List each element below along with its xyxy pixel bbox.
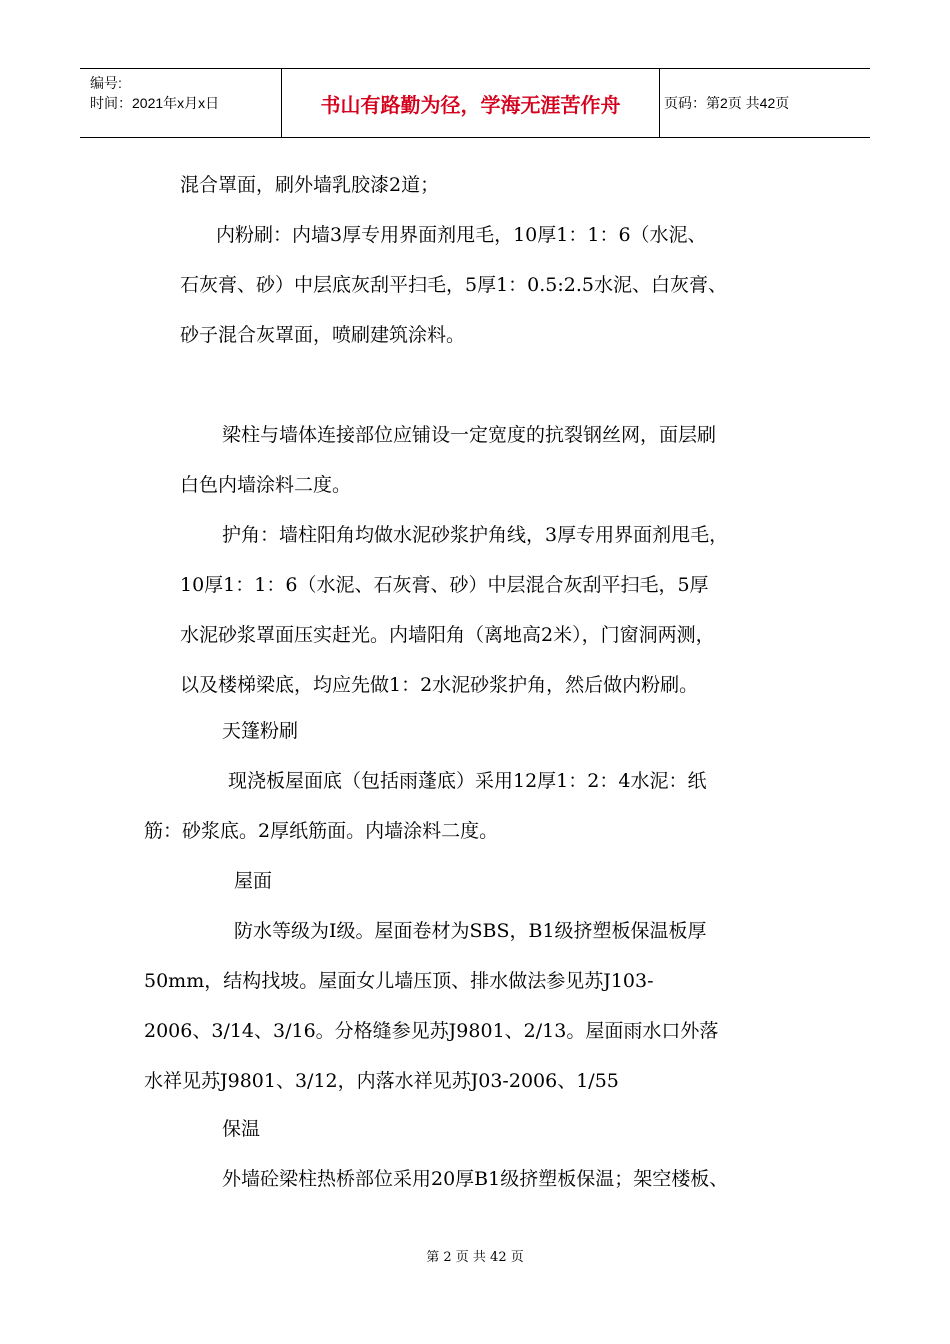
text-line: 筋：砂浆底。2厚纸筋面。内墙涂料二度。 [144,820,499,842]
page-footer: 第 2 页 共 42 页 [426,1250,524,1265]
section-heading: 天篷粉刷 [222,720,299,742]
header-meta [80,69,282,137]
text-line: 砂子混合灰罩面，喷刷建筑涂料。 [180,324,466,346]
text-line: 现浇板屋面底（包括雨蓬底）采用12厚1：2：4水泥：纸 [228,770,707,792]
text-line: 混合罩面，刷外墙乳胶漆2道； [180,174,440,196]
header-page-info: 页码：第2页 共42页 [664,95,790,111]
text-line: 以及楼梯梁底，均应先做1：2水泥砂浆护角，然后做内粉刷。 [180,674,699,696]
text-line: 水祥见苏J9801、3/12，内落水祥见苏J03-2006、1/55 [144,1070,619,1092]
document-header [80,68,870,138]
text-line: 梁柱与墙体连接部位应铺设一定宽度的抗裂钢丝网，面层刷 [222,424,717,446]
text-line: 白色内墙涂料二度。 [180,474,352,496]
text-line: 外墙砼梁柱热桥部位采用20厚B1级挤塑板保温；架空楼板、 [222,1168,729,1190]
text-line: 护角：墙柱阳角均做水泥砂浆护角线，3厚专用界面剂甩毛， [222,524,729,546]
section-heading: 保温 [222,1118,261,1140]
text-line: 防水等级为Ⅰ级。屋面卷材为SBS，B1级挤塑板保温板厚 [234,920,707,942]
time-label: 时间：2021年x月x日 [90,95,220,111]
text-line: 10厚1：1：6（水泥、石灰膏、砂）中层混合灰刮平扫毛，5厚 [180,574,709,596]
text-line: 50mm，结构找坡。屋面女儿墙压顶、排水做法参见苏J103- [144,970,654,992]
text-line: 水泥砂浆罩面压实赶光。内墙阳角（离地高2米），门窗洞两测， [180,624,715,646]
text-line: 内粉刷：内墙3厚专用界面剂甩毛，10厚1：1：6（水泥、 [216,224,707,246]
text-line: 2006、3/14、3/16。分格缝参见苏J9801、2/13。屋面雨水口外落 [144,1020,719,1042]
section-heading: 屋面 [234,870,273,892]
header-motto: 书山有路勤为径，学海无涯苦作舟 [282,69,660,137]
number-label: 编号: [90,75,122,91]
text-line: 石灰膏、砂）中层底灰刮平扫毛，5厚1：0.5:2.5水泥、白灰膏、 [180,274,728,296]
